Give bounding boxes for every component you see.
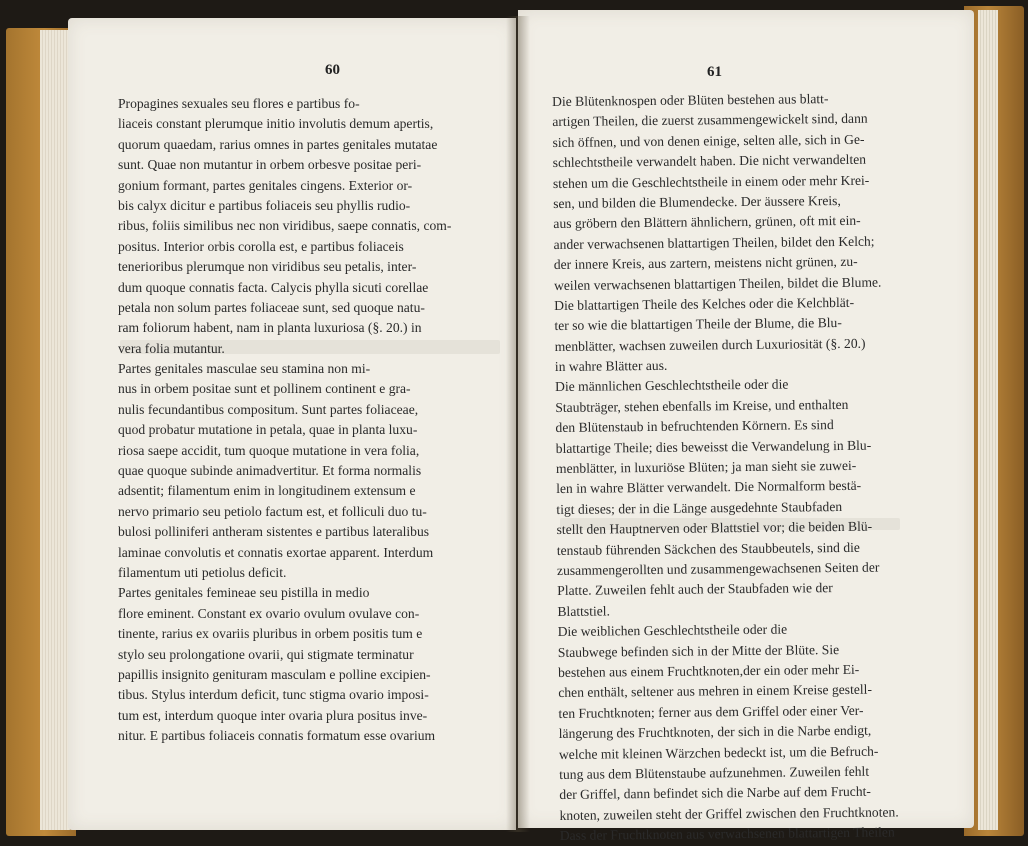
text-line: stylo seu prolongatione ovarii, qui stigmate terminatur: [118, 646, 414, 662]
text-line: positus. Interior orbis corolla est, e partibus foliaceis: [118, 238, 404, 254]
text-line: schlechtstheile verwandelt haben. Die nicht verwandelten: [552, 151, 867, 171]
text-line: tenerioribus plerumque non viridibus seu petalis, inter-: [118, 259, 417, 275]
text-line: Platte. Zuweilen fehlt auch der Staubfaden wie der: [557, 580, 833, 599]
text-line: Partes genitales femineae seu pistilla in medio: [118, 585, 370, 601]
text-line: weilen verwachsenen blattartigen Theilen, bildet die Blume.: [553, 274, 882, 293]
text-line: adsentit; filamentum enim in longitudinem extensum e: [118, 483, 416, 499]
text-line: tum est, interdum quoque inter ovaria plura positus inve-: [118, 707, 428, 723]
page-edges-right: [978, 10, 998, 830]
text-line: Partes genitales masculae seu stamina non mi-: [118, 361, 371, 377]
text-line: liaceis constant plerumque initio involutis demum apertis,: [118, 116, 434, 132]
text-line: Die weiblichen Geschlechtstheile oder die: [557, 621, 788, 640]
text-line: längerung des Fruchtknoten, der sich in die Narbe endigt,: [558, 722, 872, 742]
text-line: riosa saepe accidit, tum quoque mutatione in vera folia,: [118, 442, 420, 458]
book-gutter: [506, 16, 530, 832]
text-line: stellt den Hauptnerven oder Blattstiel vor; die beiden Blü-: [556, 518, 873, 538]
text-line: Dass der Fruchtknoten aus verwachsenen blattartigen Theilen: [559, 824, 895, 844]
text-line: ter so wie die blattartigen Theile der Blume, die Blu-: [554, 315, 842, 334]
text-line: ander verwachsenen blattartigen Theilen, bildet den Kelch;: [553, 233, 875, 252]
left-page-text: [118, 94, 503, 747]
text-line: ten Fruchtknoten; ferner aus dem Griffel oder einer Ver-: [558, 702, 864, 721]
text-line: zusammengerollten und zusammengewachsenen Seiten der: [556, 559, 880, 578]
text-line: Staubwege befinden sich in der Mitte der Blüte. Sie: [557, 641, 840, 660]
text-line: gonium formant, partes genitales cingens. Exterior or-: [118, 177, 413, 193]
text-line: tenstaub führenden Säckchen des Staubbeutels, sind die: [556, 539, 860, 558]
text-line: bis calyx dicitur e partibus foliaceis seu phyllis rudio-: [118, 197, 411, 213]
text-line: sich öffnen, und von denen einige, selten alle, sich in Ge-: [552, 131, 865, 150]
text-line: blattartige Theile; dies beweisst die Verwandelung in Blu-: [555, 437, 872, 456]
text-line: Die männlichen Geschlechtstheile oder die: [555, 377, 789, 395]
text-line: Staubträger, stehen ebenfalls im Kreise, und enthalten: [555, 396, 849, 415]
left-page-number: 60: [325, 62, 340, 78]
text-line: Die blattartigen Theile des Kelches oder die Kelchblät-: [554, 294, 855, 313]
text-line: den Blütenstaub in befruchtenden Körnern. Es sind: [555, 417, 834, 436]
text-line: bestehen aus einem Fruchtknoten,der ein oder mehr Ei-: [557, 661, 860, 680]
text-line: laminae convolutis et connatis exortae apparent. Interdum: [118, 544, 434, 560]
text-line: sen, und bilden die Blumendecke. Der äussere Kreis,: [553, 192, 841, 211]
text-line: Propagines sexuales seu flores e partibus fo-: [118, 96, 360, 111]
text-line: menblätter, wachsen zuweilen durch Luxuriosität (§. 20.): [554, 335, 866, 354]
text-line: Die Blütenknospen oder Blüten bestehen aus blatt-: [552, 91, 829, 109]
text-line: der innere Kreis, aus zartern, meistens nicht grünen, zu-: [553, 253, 858, 273]
text-line: quod probatur mutatione in petala, quae in planta luxu-: [118, 422, 418, 438]
text-line: in wahre Blätter aus.: [554, 357, 668, 375]
text-line: nus in orbem positae sunt et pollinem continent e gra-: [118, 381, 411, 397]
text-line: vera folia mutantur.: [118, 340, 225, 356]
text-line: nulis fecundantibus compositum. Sunt partes foliaceae,: [118, 401, 419, 417]
text-line: welche mit kleinen Wärzchen bedeckt ist, um die Befruch-: [558, 743, 879, 762]
text-line: papillis insignito genituram masculam e polline excipien-: [118, 666, 431, 682]
text-line: artigen Theilen, die zuerst zusammengewickelt sind, dann: [552, 111, 868, 130]
text-line: dum quoque connatis facta. Calycis phylla sicuti corellae: [118, 279, 429, 295]
text-line: der Griffel, dann befindet sich die Narbe auf dem Frucht-: [559, 783, 871, 803]
text-line: tibus. Stylus interdum deficit, tunc stigma ovario imposi-: [118, 687, 429, 703]
text-line: knoten, zuweilen steht der Griffel zwischen den Fruchtknoten.: [559, 804, 899, 823]
right-page-number: 61: [707, 64, 722, 80]
text-line: tigt dieses; der in die Länge ausgedehnte Staubfaden: [556, 498, 843, 517]
text-line: flore eminent. Constant ex ovario ovulum ovulave con-: [118, 605, 420, 621]
text-line: bulosi polliniferi antheram sistentes e partibus lateralibus: [118, 524, 430, 540]
text-line: sunt. Quae non mutantur in orbem orbesve positae peri-: [118, 157, 422, 173]
text-line: quorum quaedam, rarius omnes in partes genitales mutatae: [118, 136, 438, 152]
text-line: Blattstiel.: [557, 603, 610, 619]
text-line: menblätter, in luxuriöse Blüten; ja man sieht sie zuwei-: [555, 457, 857, 477]
text-line: nervo primario seu petiolo factum est, et folliculi duo tu-: [118, 503, 427, 519]
text-line: len in wahre Blätter verwandelt. Die Normalform bestä-: [556, 478, 862, 497]
text-line: nitur. E partibus foliaceis connatis formatum esse ovarium: [118, 728, 436, 744]
text-line: tung aus dem Blütenstaube aufzunehmen. Zuweilen fehlt: [559, 763, 870, 782]
text-line: ribus, foliis similibus nec non viridibus, saepe connatis, com-: [118, 218, 452, 234]
right-page-text: [552, 88, 915, 846]
text-line: stehen um die Geschlechtstheile in einem oder mehr Krei-: [552, 172, 870, 191]
text-line: petala non solum partes foliaceae sunt, sed quoque natu-: [118, 299, 425, 315]
text-line: ram foliorum habent, nam in planta luxuriosa (§. 20.) in: [118, 320, 422, 336]
text-line: tinente, rarius ex ovariis pluribus in orbem positis tum e: [118, 626, 423, 642]
page-edges-left: [40, 30, 70, 830]
text-line: chen enthält, seltener aus mehren in einem Kreise gestell-: [558, 682, 873, 701]
text-line: filamentum uti petiolus deficit.: [118, 564, 287, 580]
text-line: aus gröbern den Blättern ähnlichern, grünen, oft mit ein-: [553, 213, 861, 232]
text-line: quae quoque subinde animadvertitur. Et forma normalis: [118, 463, 422, 479]
